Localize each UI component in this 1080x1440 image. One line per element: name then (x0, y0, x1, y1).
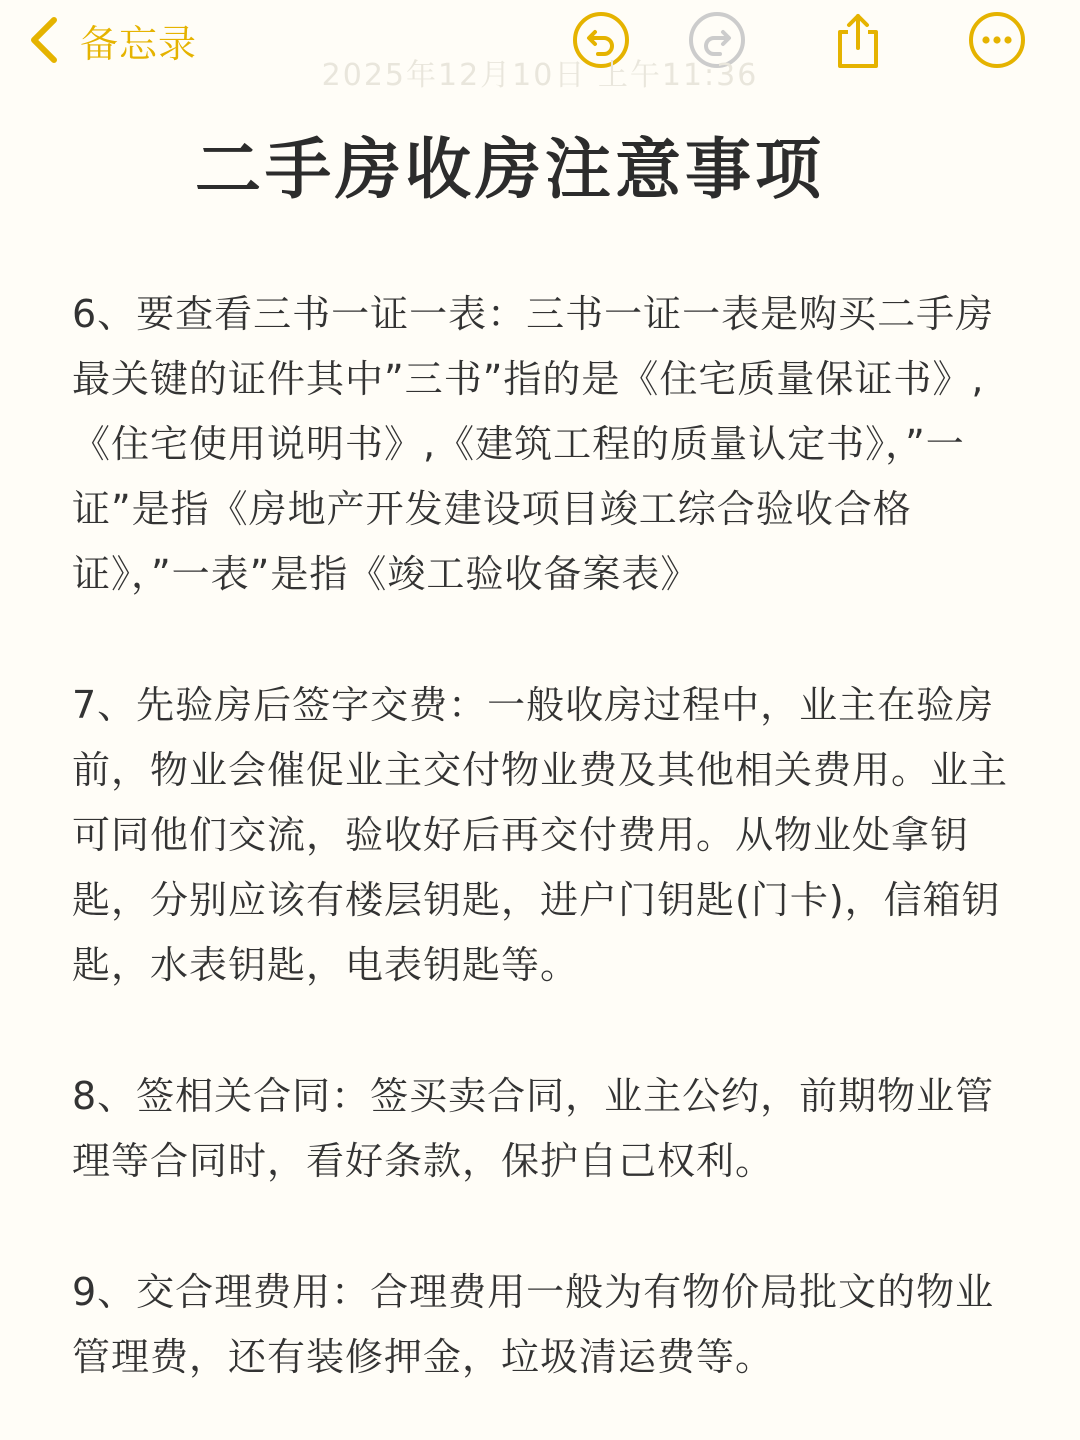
note-title[interactable]: 二手房收房注意事项 (195, 131, 825, 208)
note-paragraph[interactable]: 8、签相关合同：签买卖合同，业主公约，前期物业管理等合同时，看好条款，保护自己权利。 (72, 1074, 995, 1183)
back-label: 备忘录 (80, 21, 198, 66)
note-date: 2025年12月10日 上午11:36 (321, 58, 759, 93)
note-paragraph[interactable]: 9、交合理费用：合理费用一般为有物价局批文的物业管理费，还有装修押金，垃圾清运费等。 (72, 1270, 995, 1379)
note-paragraph[interactable]: 7、先验房后签字交费：一般收房过程中，业主在验房前，物业会催促业主交付物业费及其他相关费用。业主可同他们交流，验收好后再交付费用。从物业处拿钥匙，分别应该有楼层钥匙，进户门钥匙(门卡)，信箱钥匙，水表钥匙，电表钥匙等。 (72, 683, 1009, 987)
note-body[interactable] (72, 282, 1012, 1390)
note-paragraph[interactable]: 6、要查看三书一证一表：三书一证一表是购买二手房最关键的证件其中”三书”指的是《住宅质量保证书》,《住宅使用说明书》,《建筑工程的质量认定书》，”一证”是指《房地产开发建设项目竣工综合验收合格证》，”一表”是指《竣工验收备案表》 (72, 292, 995, 596)
